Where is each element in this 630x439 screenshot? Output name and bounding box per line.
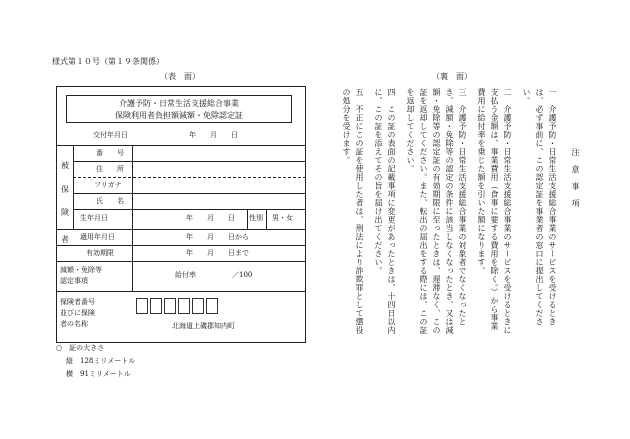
side-label: 者: [61, 235, 69, 244]
size-width: 横 91ミリメートル: [66, 370, 131, 378]
grid-line: [56, 245, 306, 246]
size-height: 縦 128ミリメートル: [66, 357, 136, 365]
note-2: 二 介護予防・日常生活支援総合事業のサービスを受けるときに支払う金額は、事業費用（食事に要する費用を除く。）から事業費用に給付率を乗じた額を引いた額になります。: [477, 88, 512, 335]
insurer-name: 北海道上磯郡知内町: [172, 322, 235, 330]
side-label: 被: [61, 161, 69, 170]
card-title-box: [66, 95, 292, 123]
insurer-number-box[interactable]: [206, 298, 218, 314]
grid-line: [73, 177, 306, 178]
back-notes: [342, 88, 582, 336]
issue-date-value: 年 月 日: [189, 131, 238, 139]
issue-date-label: 交付年月日: [93, 131, 128, 139]
insurer-number-box[interactable]: [136, 298, 148, 314]
insurer-label: 並びに保険: [60, 309, 95, 317]
grid-line: [266, 209, 267, 229]
reduction-label: 認定事項: [60, 277, 88, 285]
front-label: （表 面）: [160, 72, 200, 81]
note-4: 四 この証の表面の記載事項に変更があったときは、十四日以内に、この証を添えてその旨を届け出てください。: [374, 88, 396, 335]
side-label: 険: [61, 208, 69, 217]
note-3: 三 介護予防・日常生活支援総合事業の対象者でなくなったとき、減額・免除等の認定の条件に該当しなくなったとき、又は減額・免除等の認定証の有効期限に至ったときは、遅滞なく、この証を返却してください。また、転出の届出をする際には、この証を返却してください。: [406, 88, 467, 335]
grid-line: [73, 193, 306, 194]
applied-date-value: 年 月 日から: [186, 233, 249, 241]
insurer-number-box[interactable]: [150, 298, 162, 314]
card-title-line1: 介護予防・日常生活支援総合事業: [119, 99, 239, 108]
applied-date-label: 適用年月日: [80, 233, 115, 241]
valid-date-label: 有効期限: [86, 249, 114, 257]
furigana-label: フリガナ: [94, 181, 122, 189]
grid-line: [73, 209, 306, 210]
name-label: 氏 名: [96, 197, 124, 205]
insurer-number-box[interactable]: [164, 298, 176, 314]
grid-line: [56, 291, 306, 292]
back-label: （裏 面）: [432, 72, 472, 81]
size-heading: ○ 証の大きさ: [56, 344, 105, 352]
back-title: 注 意 事 項: [571, 148, 580, 208]
card-title-line2: 保険利用者負担額減額・免除認定証: [115, 111, 243, 120]
insurer-number-box[interactable]: [192, 298, 204, 314]
grid-line: [247, 209, 248, 229]
sex-value: 男・女: [272, 214, 293, 222]
insurer-label: 者の名称: [60, 320, 88, 328]
side-label: 保: [61, 185, 69, 194]
address-label: 住 所: [96, 165, 124, 173]
grid-line: [56, 229, 306, 230]
grid-line: [56, 145, 306, 146]
grid-line: [73, 145, 74, 229]
form-number: 様式第１０号（第１９条関係）: [52, 57, 164, 66]
number-label: 番 号: [96, 149, 124, 157]
grid-line: [132, 145, 133, 291]
benefit-rate-label: 給付率: [175, 271, 196, 279]
grid-line: [56, 261, 306, 262]
sex-label: 性別: [249, 214, 263, 222]
insurer-number-box[interactable]: [178, 298, 190, 314]
birth-label: 生年月日: [80, 214, 108, 222]
birth-value: 年 月 日: [186, 214, 235, 222]
insurer-label: 保険者番号: [60, 298, 95, 306]
benefit-rate-value: ／100: [232, 271, 253, 279]
reduction-label: 減額・免除等: [60, 266, 102, 274]
valid-date-value: 年 月 日まで: [186, 249, 249, 257]
grid-line: [73, 161, 306, 162]
note-1: 一 介護予防・日常生活支援総合事業のサービスを受けるときは、必ず事前に、この認定証を事業者の窓口に提出してください。: [522, 88, 557, 326]
note-5: 五 不正にこの証を使用した者は、刑法により詐欺罪として懲役の処分を受けます。: [342, 88, 364, 335]
